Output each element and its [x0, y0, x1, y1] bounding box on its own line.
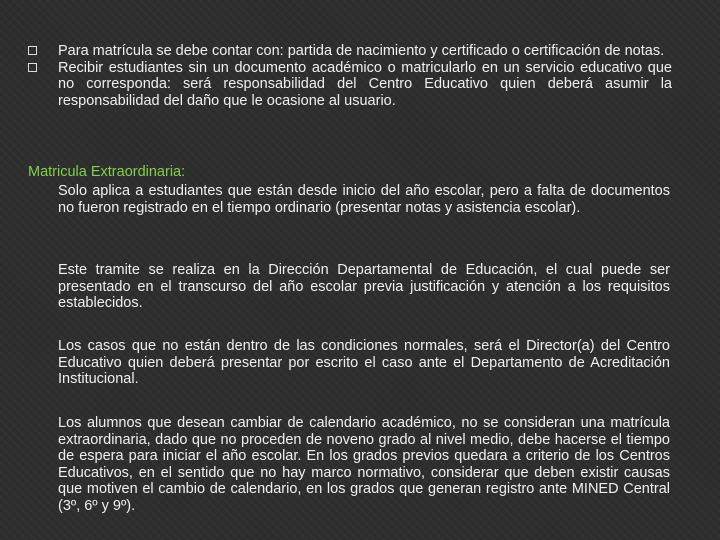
bullet-item [28, 60, 672, 110]
paragraph: Este tramite se realiza en la Dirección Departamental de Educación, el cual puede ser presentado en el transcurso del año escolar previa justificación y atención a los requisitos establecidos. [58, 262, 670, 311]
square-bullet-icon [28, 46, 37, 55]
bullet-text: Para matrícula se debe contar con: partida de nacimiento y certificado o certificación de notas. [58, 43, 665, 59]
bullet-text: Recibir estudiantes sin un documento académico o matricularlo en un servicio educativo que no corresponda: será responsabilidad del Centro Educativo quien deberá asumir la responsabilidad del daño que le ocasione al usuario. [58, 59, 672, 109]
bullet-list [28, 43, 672, 109]
square-bullet-icon [28, 63, 37, 72]
section-title: Matricula Extraordinaria: [28, 164, 186, 180]
bullet-item [28, 43, 672, 60]
paragraph: Solo aplica a estudiantes que están desde inicio del año escolar, pero a falta de documentos no fueron registrado en el tiempo ordinario (presentar notas y asistencia escolar). [58, 183, 670, 216]
paragraph: Los alumnos que desean cambiar de calendario académico, no se consideran una matrícula extraordinaria, dado que no proceden de noveno grado al nivel medio, debe hacerse el tiempo de espera para iniciar el año escolar. En los grados previos quedara a criterio de los Centros Educativos, en el sentido que no hay marco normativo, considerar que deben existir causas que motiven el cambio de calendario, en los grados que generan registro ante MINED Central (3º, 6º y 9º). [58, 415, 670, 514]
paragraph: Los casos que no están dentro de las condiciones normales, será el Director(a) del Centro Educativo quien deberá presentar por escrito el caso ante el Departamento de Acreditación Institucional. [58, 338, 670, 387]
